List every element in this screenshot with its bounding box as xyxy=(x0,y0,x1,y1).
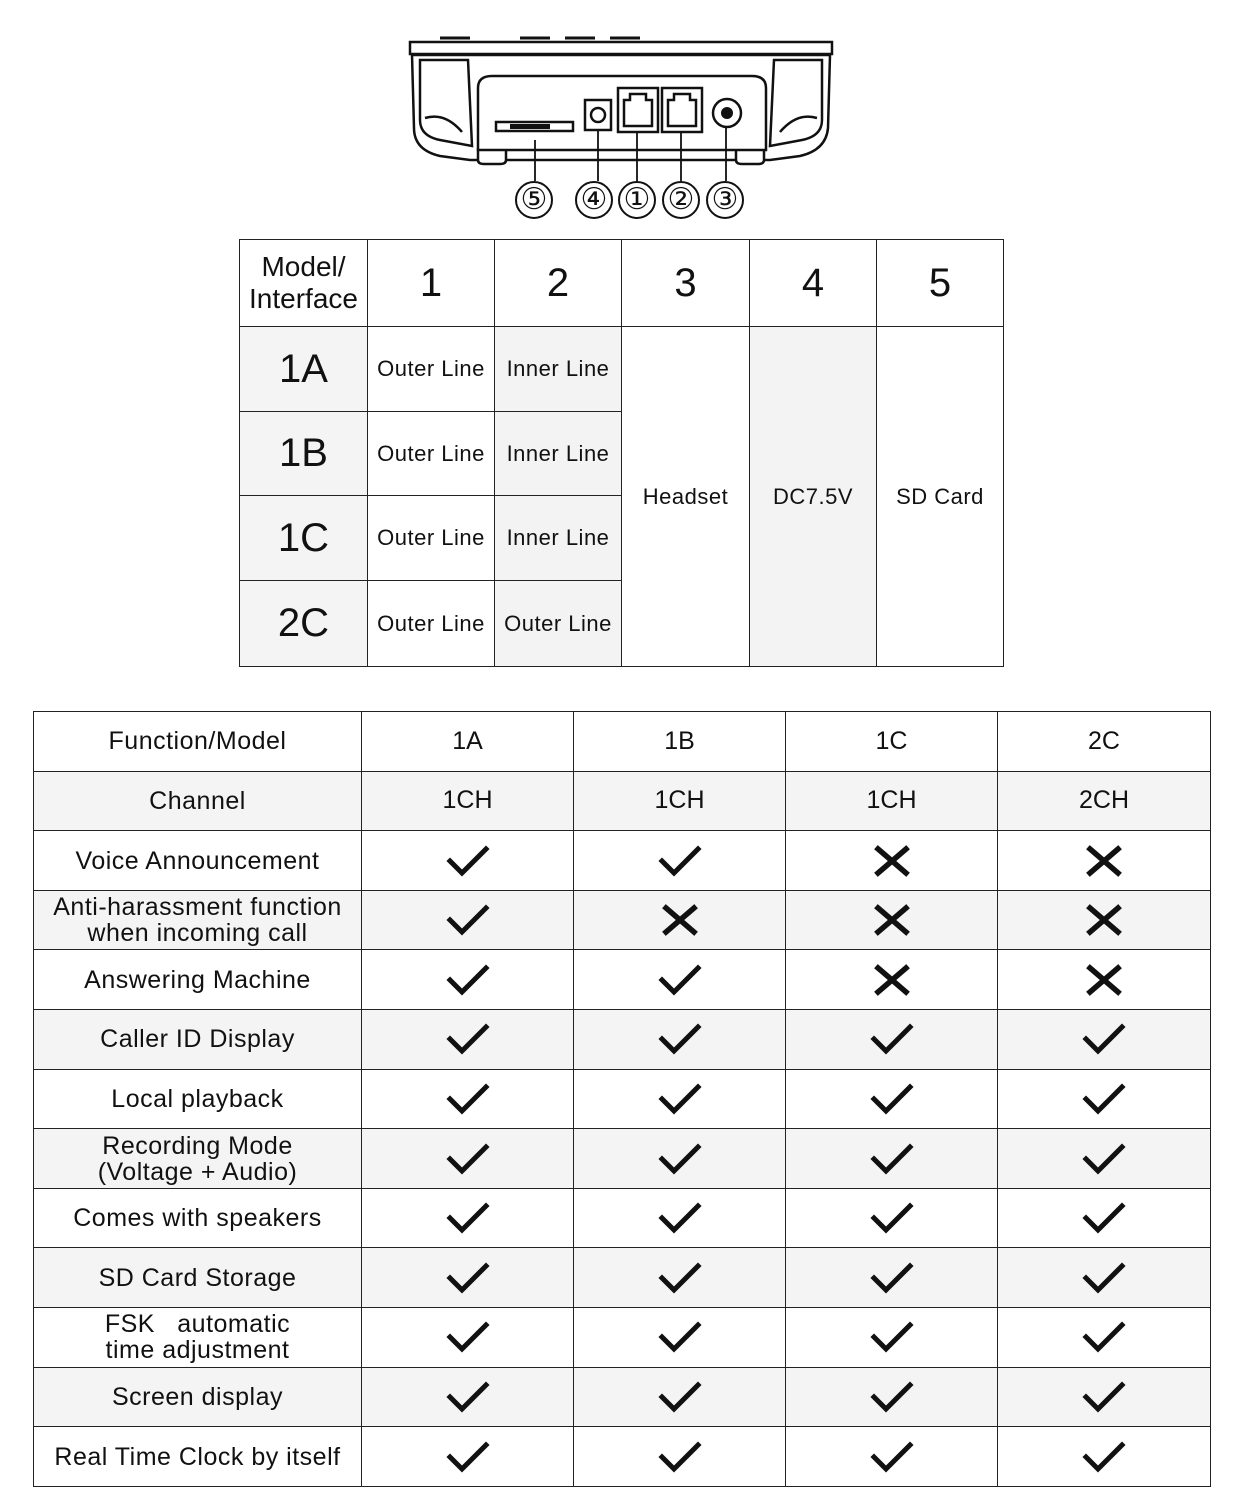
callout-2: ② xyxy=(662,181,700,219)
feature-name-line-1: Answering Machine xyxy=(84,965,311,994)
check-icon xyxy=(1080,1260,1128,1296)
feature-name-line-1: Anti-harassment function xyxy=(53,893,342,922)
support-cell xyxy=(786,1010,998,1070)
feature-name xyxy=(34,1010,362,1070)
support-cell xyxy=(998,1069,1211,1129)
check-icon xyxy=(444,1379,492,1415)
callout-3: ③ xyxy=(706,181,744,219)
channel-row xyxy=(34,771,1211,831)
check-icon xyxy=(868,1319,916,1355)
check-icon xyxy=(444,1200,492,1236)
support-cell xyxy=(362,1010,574,1070)
function-model-header: Function/Model xyxy=(34,712,362,772)
cross-icon xyxy=(656,902,704,938)
interface-model: 1A xyxy=(240,327,368,412)
check-icon xyxy=(444,1021,492,1057)
feature-row xyxy=(34,831,1211,891)
check-icon xyxy=(1080,1081,1128,1117)
feature-name xyxy=(34,1308,362,1368)
check-icon xyxy=(656,1379,704,1415)
interface-col-4: 4 xyxy=(750,240,877,327)
support-cell xyxy=(998,890,1211,950)
cross-icon xyxy=(1080,962,1128,998)
support-cell xyxy=(574,950,786,1010)
feature-name-line-1: Voice Announcement xyxy=(75,846,320,875)
feature-name xyxy=(34,1367,362,1427)
feature-name-line-1: Real Time Clock by itself xyxy=(54,1442,341,1471)
interface-port4-shared: DC7.5V xyxy=(750,327,877,667)
support-cell xyxy=(998,1427,1211,1487)
interface-corner-header xyxy=(240,240,368,327)
feature-name-line-1: Recording Mode xyxy=(102,1131,293,1160)
support-cell xyxy=(786,1248,998,1308)
support-cell xyxy=(362,1129,574,1189)
feature-name-line-2: time adjustment xyxy=(105,1336,290,1365)
support-cell xyxy=(362,1248,574,1308)
check-icon xyxy=(1080,1379,1128,1415)
model-header-1a: 1A xyxy=(362,712,574,772)
check-icon xyxy=(656,1141,704,1177)
function-table xyxy=(33,711,1211,1487)
channel-label: Channel xyxy=(34,771,362,831)
check-icon xyxy=(444,1260,492,1296)
feature-name-line-1: Screen display xyxy=(112,1383,283,1411)
interface-port1: Outer Line xyxy=(368,412,495,496)
check-icon xyxy=(868,1439,916,1475)
channel-value: 1CH xyxy=(786,771,998,831)
feature-name xyxy=(34,950,362,1010)
cross-icon xyxy=(868,843,916,879)
channel-value: 1CH xyxy=(362,771,574,831)
feature-name xyxy=(34,1129,362,1189)
model-header-1b: 1B xyxy=(574,712,786,772)
interface-table xyxy=(239,239,1004,667)
feature-row xyxy=(34,1367,1211,1427)
interface-col-1: 1 xyxy=(368,240,495,327)
check-icon xyxy=(656,1021,704,1057)
check-icon xyxy=(444,1439,492,1475)
model-header-1c: 1C xyxy=(786,712,998,772)
support-cell xyxy=(362,1367,574,1427)
support-cell xyxy=(998,1367,1211,1427)
support-cell xyxy=(574,1248,786,1308)
interface-header-row xyxy=(240,240,1004,327)
interface-col-5: 5 xyxy=(877,240,1004,327)
feature-row xyxy=(34,1248,1211,1308)
check-icon xyxy=(656,1200,704,1236)
check-icon xyxy=(656,1081,704,1117)
feature-name-line-2: (Voltage + Audio) xyxy=(97,1157,298,1186)
feature-row xyxy=(34,1129,1211,1189)
feature-name xyxy=(34,890,362,950)
callout-5: ⑤ xyxy=(515,181,553,219)
interface-row xyxy=(240,327,1004,412)
check-icon xyxy=(656,1439,704,1475)
interface-port5-shared: SD Card xyxy=(877,327,1004,667)
support-cell xyxy=(362,1188,574,1248)
support-cell xyxy=(574,890,786,950)
check-icon xyxy=(868,1141,916,1177)
callout-1: ① xyxy=(618,181,656,219)
interface-model: 1C xyxy=(240,496,368,581)
support-cell xyxy=(998,1308,1211,1368)
cross-icon xyxy=(1080,902,1128,938)
cross-icon xyxy=(868,902,916,938)
support-cell xyxy=(786,890,998,950)
support-cell xyxy=(362,1069,574,1129)
interface-col-3: 3 xyxy=(622,240,750,327)
interface-port1: Outer Line xyxy=(368,581,495,667)
check-icon xyxy=(444,843,492,879)
support-cell xyxy=(574,1010,786,1070)
support-cell xyxy=(998,1129,1211,1189)
check-icon xyxy=(868,1200,916,1236)
feature-rows xyxy=(34,831,1211,1487)
check-icon xyxy=(444,1081,492,1117)
interface-model: 2C xyxy=(240,581,368,667)
check-icon xyxy=(656,1319,704,1355)
feature-row xyxy=(34,890,1211,950)
feature-row xyxy=(34,1069,1211,1129)
callout-4: ④ xyxy=(575,181,613,219)
feature-name xyxy=(34,1427,362,1487)
support-cell xyxy=(998,1188,1211,1248)
support-cell xyxy=(574,1367,786,1427)
support-cell xyxy=(362,831,574,891)
feature-row xyxy=(34,1308,1211,1368)
feature-row xyxy=(34,1427,1211,1487)
feature-name-line-1: Comes with speakers xyxy=(73,1204,322,1233)
function-header-row xyxy=(34,712,1211,772)
check-icon xyxy=(868,1260,916,1296)
channel-value: 1CH xyxy=(574,771,786,831)
interface-col-2: 2 xyxy=(495,240,622,327)
support-cell xyxy=(786,1069,998,1129)
support-cell xyxy=(998,950,1211,1010)
check-icon xyxy=(444,1319,492,1355)
check-icon xyxy=(1080,1200,1128,1236)
support-cell xyxy=(362,890,574,950)
channel-value: 2CH xyxy=(998,771,1211,831)
support-cell xyxy=(574,1308,786,1368)
support-cell xyxy=(574,1129,786,1189)
feature-name xyxy=(34,1188,362,1248)
support-cell xyxy=(574,1427,786,1487)
interface-port2: Inner Line xyxy=(495,327,622,412)
check-icon xyxy=(1080,1439,1128,1475)
support-cell xyxy=(786,831,998,891)
feature-name xyxy=(34,1248,362,1308)
support-cell xyxy=(998,1010,1211,1070)
check-icon xyxy=(444,902,492,938)
check-icon xyxy=(656,843,704,879)
interface-port1: Outer Line xyxy=(368,327,495,412)
feature-name-line-1: SD Card Storage xyxy=(98,1263,297,1292)
interface-port1: Outer Line xyxy=(368,496,495,581)
check-icon xyxy=(444,962,492,998)
check-icon xyxy=(656,1260,704,1296)
interface-port2: Inner Line xyxy=(495,412,622,496)
feature-name-line-1: Caller ID Display xyxy=(100,1025,295,1054)
support-cell xyxy=(362,950,574,1010)
check-icon xyxy=(868,1081,916,1117)
check-icon xyxy=(1080,1319,1128,1355)
cross-icon xyxy=(1080,843,1128,879)
check-icon xyxy=(1080,1021,1128,1057)
interface-port2: Outer Line xyxy=(495,581,622,667)
support-cell xyxy=(574,1188,786,1248)
feature-row xyxy=(34,1188,1211,1248)
model-header-2c: 2C xyxy=(998,712,1211,772)
support-cell xyxy=(786,1427,998,1487)
interface-model: 1B xyxy=(240,412,368,496)
feature-row xyxy=(34,950,1211,1010)
feature-name xyxy=(34,831,362,891)
support-cell xyxy=(362,1427,574,1487)
interface-port3-shared: Headset xyxy=(622,327,750,667)
support-cell xyxy=(786,1367,998,1427)
support-cell xyxy=(786,950,998,1010)
support-cell xyxy=(998,831,1211,891)
support-cell xyxy=(786,1129,998,1189)
support-cell xyxy=(786,1188,998,1248)
corner-line-2: Interface xyxy=(249,283,358,314)
support-cell xyxy=(574,1069,786,1129)
feature-row xyxy=(34,1010,1211,1070)
support-cell xyxy=(786,1308,998,1368)
feature-name-line-1: Local playback xyxy=(111,1084,284,1113)
feature-name-line-1: FSK automatic xyxy=(104,1310,291,1339)
check-icon xyxy=(656,962,704,998)
support-cell xyxy=(574,831,786,891)
interface-port2: Inner Line xyxy=(495,496,622,581)
check-icon xyxy=(444,1141,492,1177)
support-cell xyxy=(998,1248,1211,1308)
check-icon xyxy=(1080,1141,1128,1177)
check-icon xyxy=(868,1379,916,1415)
corner-line-1: Model/ xyxy=(261,251,346,282)
support-cell xyxy=(362,1308,574,1368)
cross-icon xyxy=(868,962,916,998)
feature-name-line-2: when incoming call xyxy=(87,919,308,948)
check-icon xyxy=(868,1021,916,1057)
feature-name xyxy=(34,1069,362,1129)
